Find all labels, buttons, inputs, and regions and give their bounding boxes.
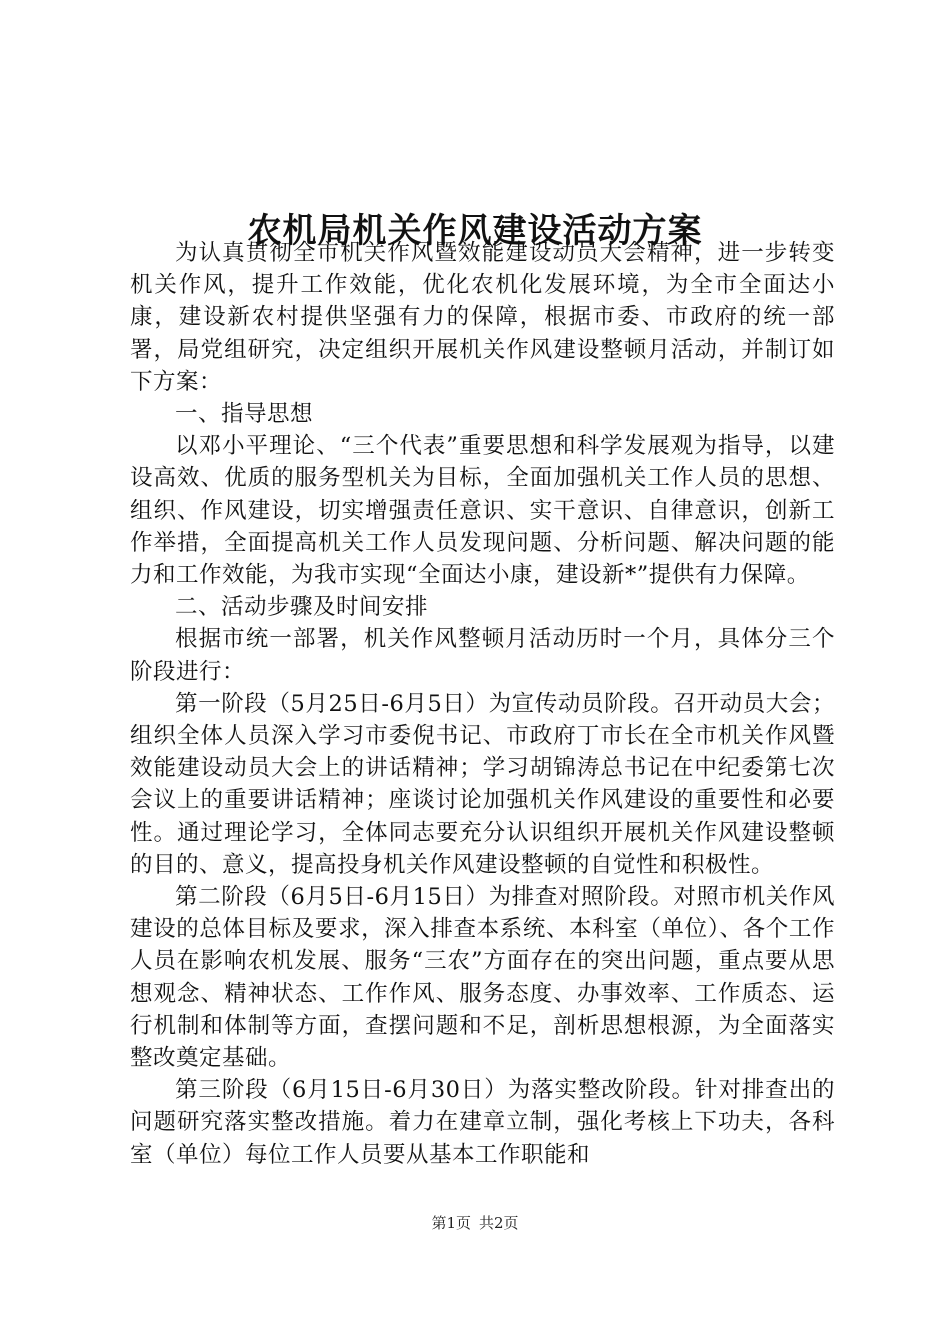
guiding-thought-paragraph: 以邓小平理论、“三个代表”重要思想和科学发展观为指导，以建设高效、优质的服务型机关为目标，全面加强机关工作人员的思想、组织、作风建设，切实增强责任意识、实干意识、自律意识，创新工作举措，全面提高机关工作人员发现问题、分析问题、解决问题的能力和工作效能，为我市实现“全面达小康，建设新*”提供有力保障。 xyxy=(130,433,835,589)
page-number-total: 共2页 xyxy=(479,1214,519,1232)
section-heading-guiding-thought: 一、指导思想 xyxy=(175,401,314,428)
phase-two-paragraph: 第二阶段（6月5日-6月15日）为排查对照阶段。对照市机关作风建设的总体目标及要求，深入排查本系统、本科室（单位）、各个工作人员在影响农机发展、服务“三农”方面存在的突出问题，重点要从思想观念、精神状态、工作作风、服务态度、办事效率、工作质态、运行机制和体制等方面，查摆问题和不足，剖析思想根源，为全面落实整改奠定基础。 xyxy=(130,884,835,1072)
page-number-current: 第1页 xyxy=(431,1214,471,1232)
phase-three-paragraph: 第三阶段（6月15日-6月30日）为落实整改阶段。针对排查出的问题研究落实整改措施。着力在建章立制，强化考核上下功夫，各科室（单位）每位工作人员要从基本工作职能和 xyxy=(130,1077,835,1168)
phase-one-paragraph: 第一阶段（5月25日-6月5日）为宣传动员阶段。召开动员大会；组织全体人员深入学习市委倪书记、市政府丁市长在全市机关作风暨效能建设动员大会上的讲话精神；学习胡锦涛总书记在中纪委第七次会议上的重要讲话精神；座谈讨论加强机关作风建设的重要性和必要性。通过理论学习，全体同志要充分认识组织开展机关作风建设整顿的目的、意义，提高投身机关作风建设整顿的自觉性和积极性。 xyxy=(130,690,835,878)
section-heading-schedule: 二、活动步骤及时间安排 xyxy=(175,594,429,621)
page-footer xyxy=(0,1213,950,1233)
intro-paragraph: 为认真贯彻全市机关作风暨效能建设动员大会精神，进一步转变机关作风，提升工作效能，优化农机化发展环境，为全市全面达小康，建设新农村提供坚强有力的保障，根据市委、市政府的统一部署，局党组研究，决定组织开展机关作风建设整顿月活动，并制订如下方案： xyxy=(130,240,835,395)
schedule-paragraph: 根据市统一部署，机关作风整顿月活动历时一个月，具体分三个阶段进行： xyxy=(130,626,835,685)
document-body xyxy=(130,237,835,1171)
document-title: 农机局机关作风建设活动方案 xyxy=(247,210,703,251)
